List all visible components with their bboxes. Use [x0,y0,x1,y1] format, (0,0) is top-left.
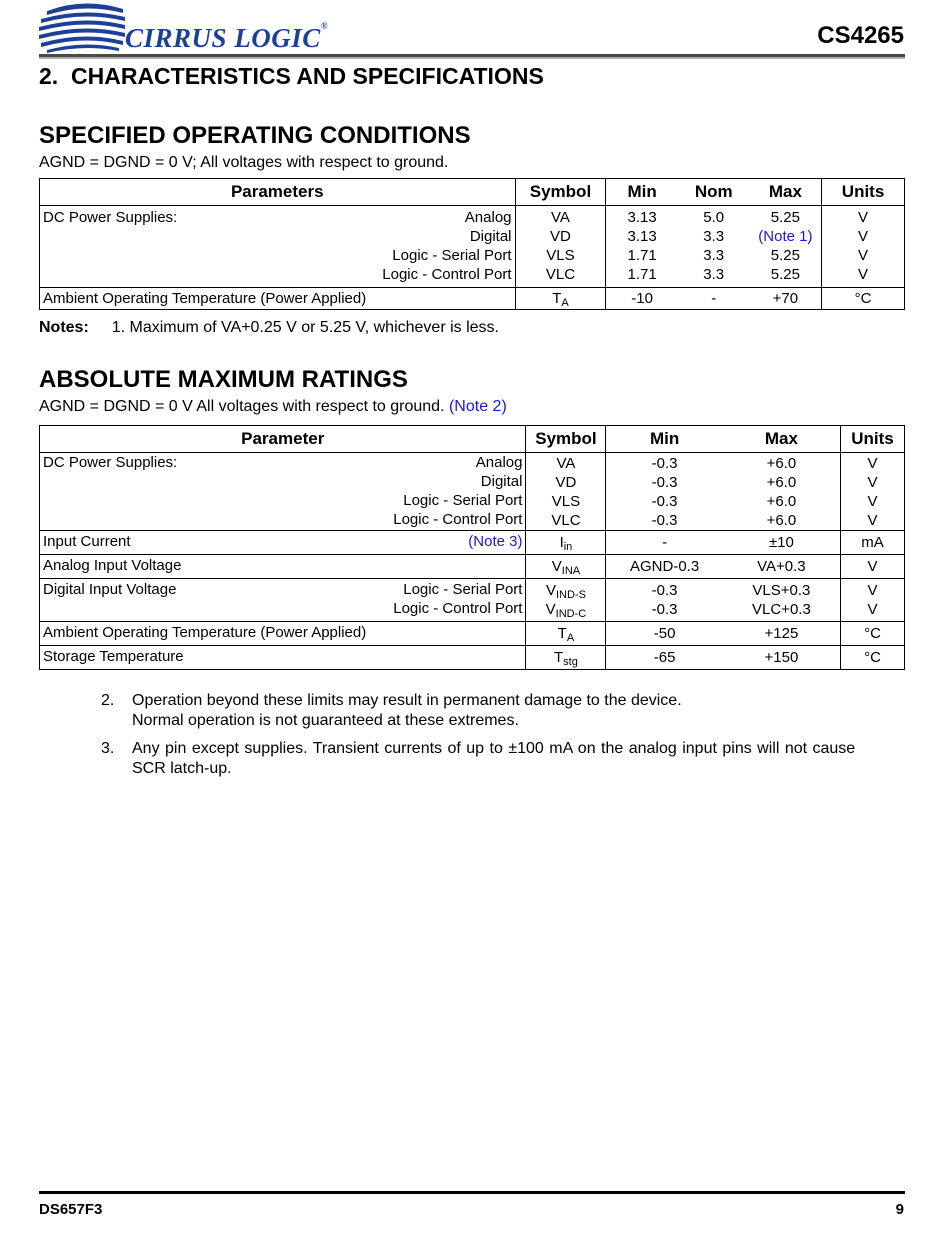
symbol-cell: VD [550,228,571,245]
col-header: Parameter [40,426,526,453]
param-label: Digital Input Voltage [43,581,177,598]
units-cell: V [858,247,869,264]
symbol-cell: $T_A$ [552,290,569,309]
col-header: Symbol [526,426,606,453]
absolute-max-table [39,425,905,670]
min-cell: -0.3 [651,512,678,529]
symbol-cell: $V_{IND-C}$ [545,601,587,620]
param-label: Ambient Operating Temperature (Power Applied) [43,624,367,641]
notes-label: Notes: [39,319,89,336]
units-cell: V [867,493,878,510]
units-cell: V [867,582,878,599]
company-logo [39,3,339,55]
note-number: 3. [101,740,115,757]
table-row [40,288,905,310]
units-cell: V [858,209,869,226]
absolute-conditions: AGND = DGND = 0 V All voltages with respect to ground. (Note 2) [39,398,507,415]
col-header: Max [723,426,841,453]
min-cell: 1.71 [627,247,657,264]
note3-link[interactable]: (Note 3) [468,533,523,550]
document-id: DS657F3 [39,1201,103,1218]
nom-cell: 3.3 [703,247,725,264]
symbol-cell: VLC [551,512,581,529]
nom-cell: - [711,290,717,307]
min-cell: 3.13 [627,209,657,226]
symbol-cell: $V_{INA}$ [551,558,581,577]
footnote: Any pin except supplies. Transient currents of up to ±100 mA on the analog input pins will not cause SCR latch-up. [132,740,856,777]
symbol-cell: VLC [545,266,576,283]
footnote: Operation beyond these limits may result in permanent damage to the device. Normal operation is not guaranteed at these extremes. [132,692,682,729]
max-cell: ±10 [768,534,794,551]
section-title [39,63,544,90]
units-cell: °C [864,649,881,666]
symbol-cell: VLS [546,247,575,264]
col-header: Nom [678,179,750,206]
max-cell: +125 [764,625,799,642]
max-cell: VA+0.3 [757,558,806,575]
min-cell: - [662,534,668,551]
col-header: Units [822,179,905,206]
param-label: Ambient Operating Temperature (Power Applied) [43,290,367,307]
min-cell: -0.3 [651,601,678,618]
symbol-cell: $T_{stg}$ [554,649,578,668]
max-cell: 5.25 [770,266,800,283]
min-cell: 3.13 [627,228,657,245]
min-cell: -0.3 [651,474,678,491]
param-sub: Logic - Control Port [393,511,523,528]
symbol-cell: VD [555,474,577,491]
param-sub: Digital [469,228,512,245]
min-cell: AGND-0.3 [629,558,700,575]
col-header: Min [606,426,723,453]
part-number: CS4265 [817,22,904,49]
symbol-cell: VA [551,209,570,226]
section-number: 2. [39,63,59,89]
param-label: Storage Temperature [43,648,184,665]
col-header: Symbol [515,179,606,206]
cirrus-logo-icon [39,3,129,53]
symbol-cell: $I_{in}$ [559,534,573,553]
section-title-text: CHARACTERISTICS AND SPECIFICATIONS [71,63,544,89]
units-cell: V [867,512,878,529]
param-sub: Logic - Control Port [393,600,523,617]
col-header: Min [606,179,678,206]
note-text: Maximum of VA+0.25 V or 5.25 V, whichever is less. [129,319,499,336]
max-cell: 5.25 [770,247,800,264]
param-sub: Digital [480,473,523,490]
note1-link[interactable]: (Note 1) [758,228,813,245]
col-header: Max [750,179,822,206]
symbol-cell: $V_{IND-S}$ [545,582,586,601]
param-label: Analog Input Voltage [43,557,182,574]
units-cell: V [858,266,869,283]
note-number: 1. [111,319,126,336]
nom-cell: 3.3 [703,266,725,283]
max-cell: 5.25 [770,209,800,226]
registered-mark: ® [320,21,329,31]
param-label: Input Current [43,533,131,550]
param-label: DC Power Supplies: [43,454,178,471]
max-cell: +6.0 [766,493,797,510]
col-header: Units [841,426,905,453]
units-cell: V [867,601,878,618]
symbol-cell: VLS [551,493,581,510]
table-row [40,646,905,670]
table-row [40,579,905,622]
col-header: Parameters [40,179,516,206]
notes-line [39,319,499,337]
table-header-row [40,426,905,453]
table-row [40,453,905,531]
symbol-cell: $T_A$ [557,625,575,644]
units-cell: V [867,455,878,472]
max-cell: VLS+0.3 [752,582,811,599]
units-cell: °C [854,290,872,307]
table-header-row [40,179,905,206]
param-label: DC Power Supplies: [43,209,178,226]
max-cell: +6.0 [766,512,797,529]
max-cell: +70 [772,290,799,307]
units-cell: mA [861,534,884,551]
operating-conditions-table [39,178,905,310]
absolute-heading: ABSOLUTE MAXIMUM RATINGS [39,366,408,393]
table-row [40,622,905,646]
min-cell: -10 [631,290,653,307]
table-row [40,531,905,555]
symbol-cell: VA [556,455,576,472]
param-sub: Logic - Control Port [382,266,512,283]
note-number: 2. [101,692,115,709]
units-cell: °C [864,625,881,642]
min-cell: -65 [653,649,676,666]
units-cell: V [867,474,878,491]
logo-text: CIRRUS LOGIC [125,23,321,53]
nom-cell: 5.0 [703,209,725,226]
param-sub: Logic - Serial Port [392,247,512,264]
min-cell: -0.3 [651,582,678,599]
min-cell: -0.3 [651,493,678,510]
min-cell: -0.3 [651,455,678,472]
table-row [40,206,905,288]
param-sub: Logic - Serial Port [403,492,523,509]
operating-heading: SPECIFIED OPERATING CONDITIONS [39,122,471,149]
header-rule [39,54,905,59]
max-cell: VLC+0.3 [752,601,811,618]
max-cell: +6.0 [766,455,797,472]
max-cell: +6.0 [766,474,797,491]
units-cell: V [858,228,869,245]
footer-rule [39,1191,905,1194]
param-sub: Analog [464,209,512,226]
param-sub: Analog [475,454,523,471]
max-cell: +150 [764,649,799,666]
note2-link[interactable]: (Note 2) [448,398,507,415]
nom-cell: 3.3 [703,228,725,245]
page-number: 9 [895,1201,904,1218]
table-row [40,555,905,579]
units-cell: V [867,558,878,575]
min-cell: -50 [653,625,676,642]
param-sub: Logic - Serial Port [403,581,523,598]
min-cell: 1.71 [627,266,657,283]
operating-conditions: AGND = DGND = 0 V; All voltages with respect to ground. [39,154,449,171]
